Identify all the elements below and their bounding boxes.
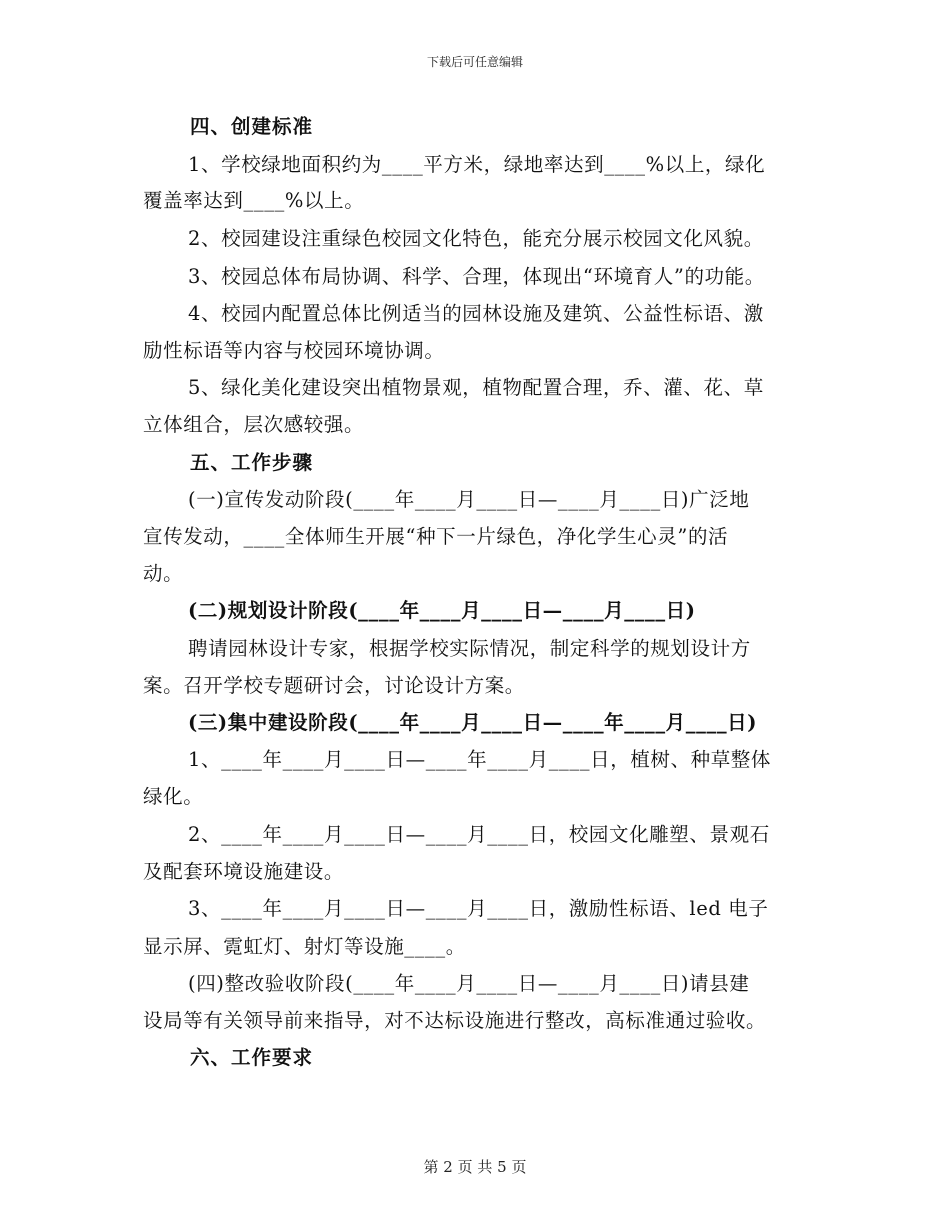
paragraph-line: 显示屏、霓虹灯、射灯等设施____。 (143, 935, 466, 958)
section-heading-6: 六、工作要求 (190, 1046, 314, 1069)
page-footer: 第 2 页 共 5 页 (423, 1158, 527, 1176)
page-header: 下载后可任意编辑 (426, 55, 523, 69)
paragraph-line: 2、____年____月____日—____月____日，校园文化雕塑、景观石 (188, 823, 770, 846)
paragraph-line: 立体组合，层次感较强。 (143, 413, 365, 436)
paragraph-line: 设局等有关领导前来指导，对不达标设施进行整改，高标准通过验收。 (143, 1009, 767, 1032)
paragraph-line: 2、校园建设注重绿色校园文化特色，能充分展示校园文化风貌。 (188, 227, 764, 250)
paragraph-line: 聘请园林设计专家，根据学校实际情况，制定科学的规划设计方 (188, 637, 751, 660)
paragraph-line: 3、____年____月____日—____月____日，激励性标语、led 电子 (188, 897, 769, 920)
paragraph-line: 覆盖率达到____%以上。 (143, 189, 365, 212)
subsection-heading: (三)集中建设阶段(____年____月____日—____年____月____日) (188, 711, 758, 734)
paragraph-line: (四)整改验收阶段(____年____月____日—____月____日)请县建 (188, 972, 750, 995)
paragraph-line: 5、绿化美化建设突出植物景观，植物配置合理，乔、灌、花、草 (188, 376, 764, 399)
paragraph-line: 及配套环境设施建设。 (143, 860, 345, 883)
paragraph-line: (一)宣传发动阶段(____年____月____日—____月____日)广泛地 (188, 488, 750, 511)
paragraph-line: 绿化。 (143, 785, 204, 808)
paragraph-line: 3、校园总体布局协调、科学、合理，体现出“环境育人”的功能。 (188, 265, 765, 288)
paragraph-line: 励性标语等内容与校园环境协调。 (143, 339, 445, 362)
paragraph-line: 4、校园内配置总体比例适当的园林设施及建筑、公益性标语、激 (188, 302, 764, 325)
paragraph-line: 案。召开学校专题研讨会，讨论设计方案。 (143, 674, 525, 697)
paragraph-line: 1、学校绿地面积约为____平方米，绿地率达到____%以上，绿化 (188, 153, 766, 176)
section-heading-4: 四、创建标准 (190, 115, 314, 138)
paragraph-line: 1、____年____月____日—____年____月____日，植树、种草整体 (188, 748, 772, 771)
subsection-heading: (二)规划设计阶段(____年____月____日—____月____日) (188, 599, 696, 622)
paragraph-line: 动。 (143, 562, 184, 585)
section-heading-5: 五、工作步骤 (190, 451, 314, 474)
paragraph-line: 宣传发动，____全体师生开展“种下一片绿色，净化学生心灵”的活 (143, 525, 729, 548)
